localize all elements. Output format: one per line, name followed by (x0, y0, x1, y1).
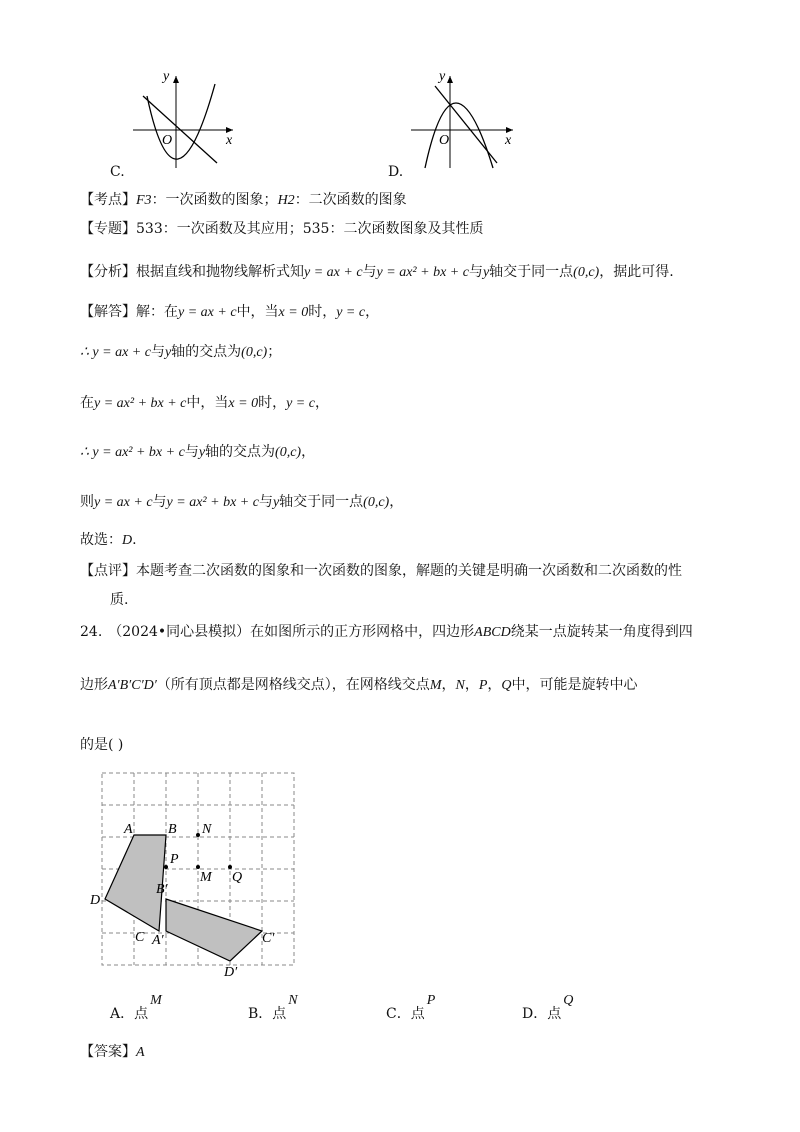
kaodian-f3: F3 (136, 193, 152, 208)
answer-line (80, 1042, 145, 1063)
answer-val: A (136, 1045, 145, 1060)
q24-c1: ， (441, 677, 456, 693)
answer-tag: 【答案】 (80, 1044, 136, 1060)
point-n (196, 833, 200, 837)
kaodian-tag: 【考点】 (80, 192, 136, 208)
q24-src: （2024•同心县模拟）在如图所示的正方形网格中，四边形 (108, 624, 475, 640)
step2-t2: 轴的交点为 (171, 344, 242, 360)
jieda-t3: 时， (308, 304, 337, 320)
step4-line (80, 442, 315, 463)
q24-c2: ， (464, 677, 479, 693)
step5-t4: 轴交于同一点 (279, 494, 364, 510)
dianping-line2 (110, 590, 128, 610)
choice-b-label: B．点 (248, 1006, 287, 1022)
label-n: N (202, 822, 212, 837)
graph-d-y-label: y (439, 69, 446, 84)
step4-t1: 与 (184, 444, 199, 460)
graph-c-origin-label: O (162, 133, 173, 148)
fenxi-e3: y (482, 265, 490, 280)
step3-t3: 时， (258, 395, 287, 411)
kaodian-t2: ：二次函数的图象 (294, 192, 407, 208)
q24-num: 24. (80, 624, 103, 640)
quad-a2b2c2d2 (166, 899, 262, 961)
label-b-prime: B′ (156, 882, 168, 897)
step5-t3: 与 (258, 494, 273, 510)
jieda-e1: y = ax + c (178, 305, 237, 320)
zhuanti-line (80, 219, 483, 239)
kaodian-line (80, 190, 407, 211)
dianping-text1: 本题考查二次函数的图象和一次函数的图象，解题的关键是明确一次函数和二次函数的性 (136, 563, 682, 579)
step2-e2: y (164, 345, 172, 360)
step3-t4: ， (314, 395, 329, 411)
point-p (164, 865, 168, 869)
graph-d (405, 68, 535, 178)
step5-t5: ， (389, 494, 404, 510)
fenxi-t2: 与 (362, 264, 377, 280)
label-p: P (170, 852, 179, 867)
q24-e2: A′B′C′D′ (108, 678, 157, 693)
step2-t1: 与 (150, 344, 165, 360)
dianping-text2: 质. (110, 592, 129, 608)
jieda-t2: 中，当 (236, 304, 279, 320)
jieda-e3: y = c (336, 305, 366, 320)
graph-d-x-label: x (505, 133, 512, 148)
q24-c3: ， (487, 677, 502, 693)
q24-t1: 绕某一点旋转某一角度得到四 (510, 624, 693, 640)
q24-line3 (80, 735, 123, 755)
label-a: A (124, 822, 133, 837)
jieda-tag: 【解答】 (80, 304, 136, 320)
choice-c-val: P (426, 993, 436, 1008)
fenxi-e4: (0,c) (573, 265, 600, 280)
q24-t3: （所有顶点都是网格线交点），在网格线交点 (156, 677, 430, 693)
q24-t5: 的是 (80, 737, 108, 753)
zhuanti-text: 533：一次函数及其应用；535：二次函数图象及其性质 (136, 221, 484, 237)
q24-line2 (80, 675, 638, 696)
fenxi-t5: ，据此可得. (599, 264, 674, 280)
kaodian-t1: ：一次函数的图象； (151, 192, 278, 208)
step5-e2: y = ax² + bx + c (166, 495, 259, 510)
step4-e2: y (198, 445, 206, 460)
guxuan-line (80, 530, 137, 551)
label-c: C (135, 930, 145, 945)
step5-e3: y (272, 495, 280, 510)
label-q: Q (232, 870, 243, 885)
choice-b[interactable] (248, 993, 298, 1025)
choice-d-val: Q (563, 993, 574, 1008)
fenxi-t3: 与 (468, 264, 483, 280)
choice-d[interactable] (522, 993, 574, 1025)
step5-t2: 与 (152, 494, 167, 510)
label-c-prime: C′ (262, 931, 275, 946)
q24-e4: N (455, 678, 465, 693)
fenxi-t4: 轴交于同一点 (489, 264, 574, 280)
step3-line (80, 393, 329, 414)
choice-c-label: C．点 (386, 1006, 425, 1022)
q24-e6: Q (501, 678, 512, 693)
q24-t2: 边形 (80, 677, 108, 693)
step3-t2: 中，当 (186, 395, 229, 411)
jieda-t4: ， (365, 304, 380, 320)
q24-e1: ABCD (474, 625, 511, 640)
q24-paren: ( ) (108, 737, 124, 753)
label-d: D (90, 893, 101, 908)
label-d-prime: D′ (224, 965, 238, 980)
guxuan-t1: 故选： (80, 532, 122, 548)
choice-a[interactable] (110, 993, 162, 1025)
fenxi-e1: y = ax + c (304, 265, 363, 280)
option-c-label: C. (110, 164, 125, 180)
step2-e1: ∴ y = ax + c (80, 345, 151, 360)
step3-e2: x = 0 (228, 396, 259, 411)
step2-e3: (0,c) (241, 345, 268, 360)
label-b: B (168, 822, 177, 837)
step4-e1: ∴ y = ax² + bx + c (80, 445, 185, 460)
graph-c-x-label: x (226, 133, 233, 148)
choice-a-label: A．点 (110, 1006, 149, 1022)
step5-t1: 则 (80, 494, 94, 510)
step4-t2: 轴的交点为 (205, 444, 276, 460)
jieda-t1: 解：在 (136, 304, 178, 320)
label-m: M (200, 870, 212, 885)
graph-c (105, 68, 245, 178)
q24-line1 (80, 622, 693, 643)
label-a-prime: A′ (152, 933, 164, 948)
fenxi-e2: y = ax² + bx + c (376, 265, 469, 280)
dianping-tag: 【点评】 (80, 563, 136, 579)
point-q (228, 865, 232, 869)
step3-t1: 在 (80, 395, 94, 411)
choice-b-val: N (288, 993, 298, 1008)
choice-c[interactable] (386, 993, 436, 1025)
step3-e3: y = c (286, 396, 315, 411)
fenxi-t1: 根据直线和抛物线解析式知 (136, 264, 304, 280)
step5-e4: (0,c) (363, 495, 390, 510)
step2-t3: ； (267, 344, 282, 360)
fenxi-tag: 【分析】 (80, 264, 136, 280)
rotation-grid-figure (90, 765, 310, 985)
graph-d-origin-label: O (439, 133, 450, 148)
step4-t3: ， (301, 444, 316, 460)
kaodian-h2: H2 (277, 193, 295, 208)
step3-e1: y = ax² + bx + c (94, 396, 187, 411)
step2-line (80, 342, 281, 363)
jieda-e2: x = 0 (278, 305, 309, 320)
point-m (196, 865, 200, 869)
dianping-line1 (80, 561, 682, 581)
jieda-line (80, 302, 379, 323)
step5-line (80, 492, 403, 513)
step5-e1: y = ax + c (94, 495, 153, 510)
guxuan-t2: . (132, 532, 137, 548)
step4-e3: (0,c) (275, 445, 302, 460)
guxuan-e1: D (122, 533, 133, 548)
choice-d-label: D．点 (522, 1006, 562, 1022)
graph-c-y-label: y (163, 69, 170, 84)
q24-t4: 中，可能是旋转中心 (511, 677, 638, 693)
option-d-label: D. (388, 164, 404, 180)
fenxi-line (80, 262, 674, 283)
q24-e5: P (478, 678, 488, 693)
zhuanti-tag: 【专题】 (80, 221, 136, 237)
choice-a-val: M (150, 993, 162, 1008)
q24-e3: M (429, 678, 442, 693)
